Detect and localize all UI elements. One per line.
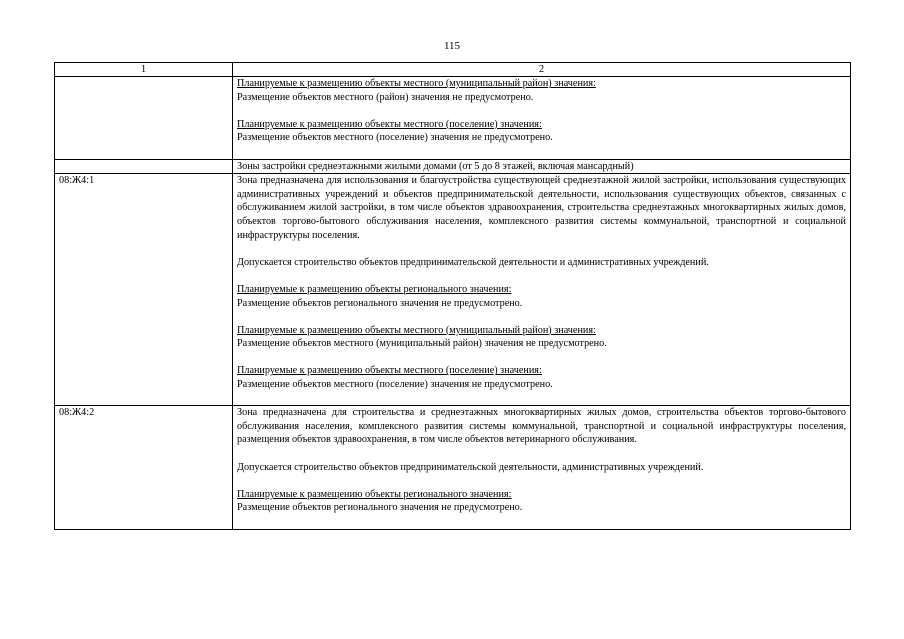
planned-objects-text: Размещение объектов регионального значения не предусмотрено. <box>237 297 523 309</box>
zone-purpose-text: Зона предназначена для использования и благоустройства существующей среднеэтажной жилой застройки, использования существующих административных учреждений и объектов предпринимательской деятельности, использования существующих объектов, связанных с обслуживанием жилой застройки, в том числе объектов здравоохранения, строительства среднеэтажных многоквартирных жилых домов, объектов торгово-бытового обслуживания населения, комплексного развития системы коммунальной, транспортной и социальной инфраструктуры поселения. <box>237 175 846 241</box>
planned-objects-heading: Планируемые к размещению объекты регионального значения: <box>237 283 512 295</box>
table-header-row <box>55 63 851 77</box>
zone-group-title: Зоны застройки среднеэтажными жилыми домами (от 5 до 8 этажей, включая мансардный) <box>233 159 851 174</box>
planned-objects-heading: Планируемые к размещению объекты местного (муниципальный район) значения: <box>237 324 596 336</box>
column-header-1: 1 <box>55 63 233 77</box>
planned-objects-text: Размещение объектов местного (муниципальный район) значения не предусмотрено. <box>237 338 607 350</box>
zone-allowed-text: Допускается строительство объектов предпринимательской деятельности и административных учреждений. <box>237 256 709 268</box>
zone-code-cell: 08:Ж4:2 <box>55 406 233 529</box>
column-header-2: 2 <box>233 63 851 77</box>
zone-description-cell <box>233 77 851 160</box>
table-row-zh4-1 <box>55 174 851 406</box>
planned-objects-text: Размещение объектов местного (поселение) значения не предусмотрено. <box>237 132 553 144</box>
zone-allowed-text: Допускается строительство объектов предпринимательской деятельности, административных учреждений. <box>237 461 704 473</box>
zone-purpose-text: Зона предназначена для строительства и среднеэтажных многоквартирных жилых домов, строительства объектов торгово-бытового обслуживания населения, комплексного развития системы коммунальной, транспортной и социальной инфраструктуры поселения, размещения объектов здравоохранения, в том числе объектов ветеринарного обслуживания. <box>237 407 846 446</box>
zone-group-code-cell <box>55 159 233 174</box>
zone-code-cell <box>55 77 233 160</box>
table-row-zh4-2 <box>55 406 851 529</box>
planned-objects-heading: Планируемые к размещению объекты регионального значения: <box>237 488 512 500</box>
table-row-continuation <box>55 77 851 160</box>
planned-objects-heading: Планируемые к размещению объекты местного (поселение) значения: <box>237 118 542 130</box>
zone-code-cell: 08:Ж4:1 <box>55 174 233 406</box>
zones-table <box>54 62 851 530</box>
planned-objects-text: Размещение объектов регионального значения не предусмотрено. <box>237 502 523 514</box>
planned-objects-heading: Планируемые к размещению объекты местного (муниципальный район) значения: <box>237 78 596 89</box>
zone-description-cell <box>233 406 851 529</box>
planned-objects-text: Размещение объектов местного (район) значения не предусмотрено. <box>237 91 534 103</box>
zone-group-row <box>55 159 851 174</box>
zone-description-cell <box>233 174 851 406</box>
planned-objects-heading: Планируемые к размещению объекты местного (поселение) значения: <box>237 365 542 377</box>
planned-objects-text: Размещение объектов местного (поселение) значения не предусмотрено. <box>237 379 553 391</box>
page-number: 115 <box>443 40 461 52</box>
